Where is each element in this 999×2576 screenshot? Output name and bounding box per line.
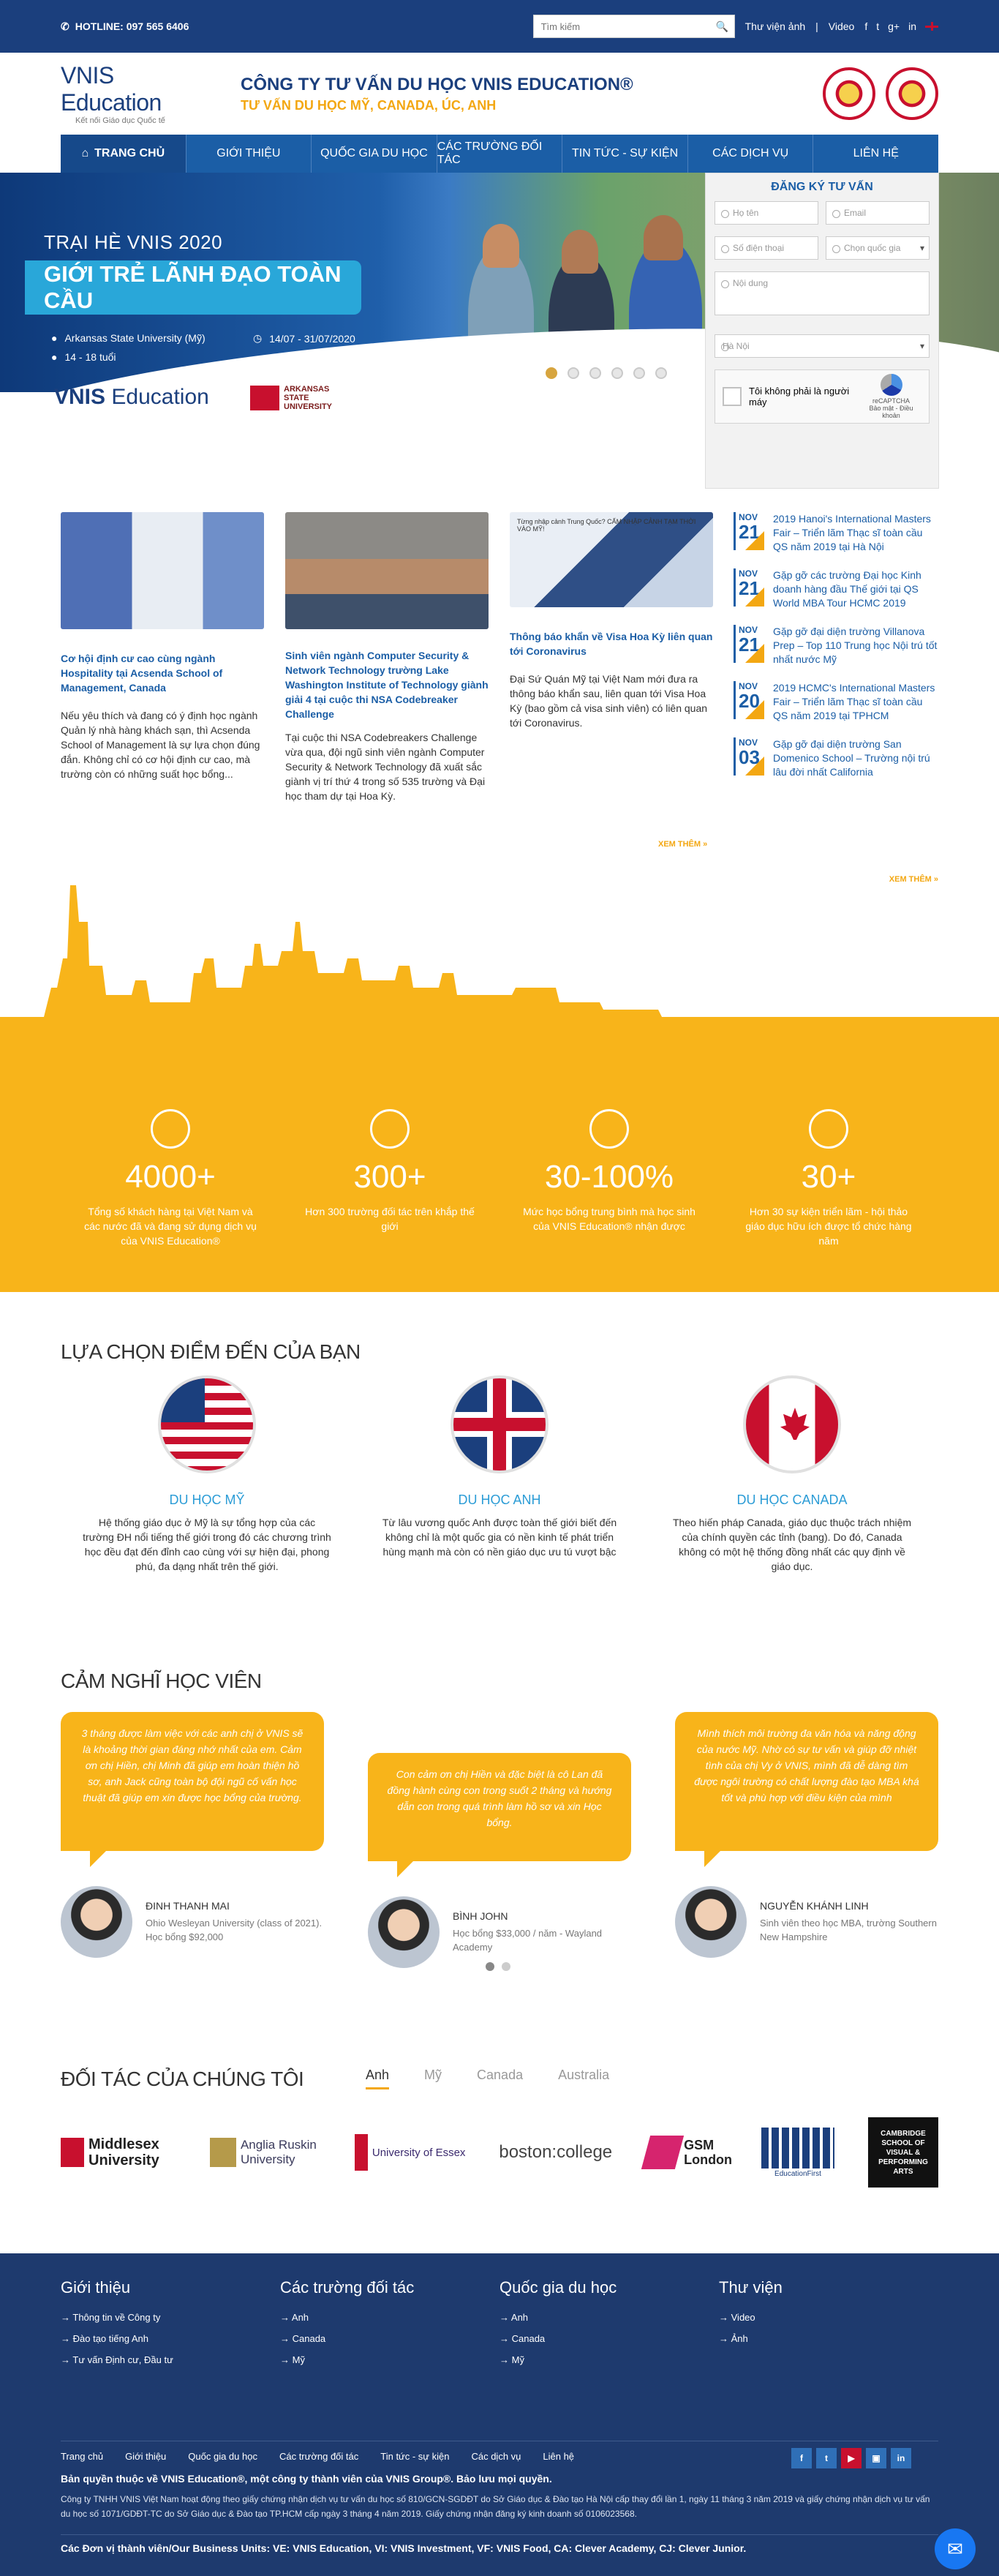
destination-name[interactable]: DU HỌC ANH [458, 1492, 541, 1507]
destinations-title: LỰA CHỌN ĐIỂM ĐẾN CỦA BẠN [61, 1340, 361, 1363]
news-desc: Nếu yêu thích và đang có ý định học ngành Quản lý nhà hàng khách sạn, thì Acsenda School of Management là sự lựa chọn đúng đắn. Không chỉ có cơ hội định cư cao, mà trường còn có những suất học bổng... [61, 710, 260, 780]
avatar [675, 1886, 747, 1958]
footer-nav-link[interactable]: Giới thiệu [125, 2451, 167, 2462]
country-select[interactable]: Chọn quốc gia ▾ [826, 236, 930, 260]
destination-canada[interactable] [646, 1375, 938, 1574]
footer-link[interactable]: → Mỹ [499, 2354, 719, 2365]
event-day: 21 [739, 521, 760, 543]
event-month: NOV [739, 681, 758, 691]
partner-logo[interactable] [761, 2128, 834, 2178]
testimonial-name: NGUYỄN KHÁNH LINH [760, 1900, 869, 1912]
event-month: NOV [739, 512, 758, 522]
location-icon: ● [51, 332, 58, 344]
nav-contact[interactable]: LIÊN HỆ [853, 147, 899, 159]
news-card[interactable] [510, 512, 713, 730]
news-image-caption: Từng nhập cảnh Trung Quốc? CẤM NHẬP CẢNH TẠM THỜI VÀO MỸ! [517, 518, 696, 533]
twitter-icon[interactable]: t [816, 2448, 837, 2468]
slider-dots [546, 367, 667, 379]
partners-title: ĐỐI TÁC CỦA CHÚNG TÔI [61, 2068, 304, 2090]
partner-tabs [366, 2068, 609, 2089]
astate-text: ARKANSAS STATE UNIVERSITY [284, 385, 333, 411]
partner-logo[interactable]: boston:college [499, 2142, 613, 2162]
footer-col-title: Quốc gia du học [499, 2278, 617, 2297]
arkansas-state-logo [250, 385, 350, 411]
stat-item [280, 1109, 499, 1248]
event-day: 21 [739, 634, 760, 656]
twitter-icon[interactable]: t [876, 20, 880, 32]
stat-text: Tổng số khách hàng tại Việt Nam và các nước đã và đang sử dụng dịch vụ của VNIS Education® [84, 1206, 257, 1247]
footer-nav-link[interactable]: Liên hệ [543, 2451, 575, 2462]
destination-usa[interactable] [61, 1375, 353, 1574]
footer-col-schools [280, 2278, 499, 2376]
logo-main: VNIS [61, 62, 114, 89]
events-more-link[interactable]: XEM THÊM » [889, 875, 938, 884]
news-desc: Đại Sứ Quán Mỹ tại Việt Nam mới đưa ra thông báo khẩn sau, liên quan tới Visa Hoa Kỳ (bao gồm cả visa sinh viên) có liên quan tới Coronavirus. [510, 673, 708, 729]
nav-label: TRANG CHỦ [94, 147, 165, 159]
event-title[interactable]: 2019 Hanoi's International Masters Fair – Triển lãm Thạc sĩ toàn cầu QS năm 2019 tại Hà Nội [773, 513, 931, 552]
ef-icon [761, 2128, 834, 2168]
partner-logo[interactable] [646, 2136, 733, 2169]
partner-logo-text: Middlesex University [88, 2136, 159, 2168]
growth-chart-icon [370, 1109, 410, 1149]
certification-seal-icon [823, 67, 875, 120]
name-field[interactable]: Họ tên [715, 201, 818, 225]
testimonial-quote: Con cảm ơn chị Hiền và đặc biệt là cô Lan đã đồng hành cùng con trong suốt 2 tháng và hướng dẫn con trong quá trình làm hồ sơ và xin Học bổng. [368, 1753, 631, 1861]
city-select[interactable]: Hà Nội ▾ [715, 334, 930, 358]
location-text: Arkansas State University (Mỹ) [64, 332, 206, 344]
uk-flag-icon[interactable] [451, 1375, 548, 1473]
news-section [61, 512, 938, 893]
tab-uk[interactable]: Anh [366, 2068, 389, 2089]
news-image[interactable] [510, 512, 713, 607]
tab-canada[interactable]: Canada [477, 2068, 524, 2082]
footer-nav-link[interactable]: Tin tức - sự kiện [380, 2451, 450, 2462]
footer-link[interactable]: → Tư vấn Định cư, Đầu tư [61, 2354, 280, 2365]
nav-partner-schools[interactable]: CÁC TRƯỜNG ĐỐI TÁC [437, 135, 563, 173]
event-date [734, 512, 764, 550]
site-logo[interactable] [61, 62, 219, 125]
testimonial-quote: 3 tháng được làm việc với các anh chị ở VNIS sẽ là khoảng thời gian đáng nhớ nhất của em. Cảm ơn chị Hiền, chị Minh đã giúp em hoàn thiện hồ sơ, anh Jack cũng toàn bộ đội ngũ cố vấn học thuật đã giúp em xin được học bổng của trường. [61, 1712, 324, 1851]
testimonial-desc: Học bổng $33,000 / năm - Wayland Academy [453, 1928, 603, 1953]
event-month: NOV [739, 568, 758, 579]
usa-flag-icon[interactable] [158, 1375, 256, 1473]
partner-logo-text: University of Essex [372, 2146, 466, 2159]
home-icon: ⌂ [81, 147, 89, 159]
stat-item [719, 1109, 938, 1248]
hero-title: TRẠI HÈ VNIS 2020 [44, 231, 223, 253]
search-icon[interactable]: 🔍 [715, 20, 729, 32]
award-seal-icon [886, 67, 938, 120]
footer-link[interactable]: → Anh [280, 2312, 499, 2323]
recaptcha-checkbox[interactable] [723, 387, 742, 406]
partner-logo[interactable] [868, 2117, 938, 2188]
tab-australia[interactable]: Australia [558, 2068, 610, 2082]
diamond-icon [809, 1109, 848, 1149]
event-month: NOV [739, 737, 758, 748]
slider-dot[interactable] [655, 367, 667, 379]
user-icon: ● [51, 351, 58, 363]
stat-number: 30-100% [544, 1159, 674, 1195]
company-tagline: TƯ VẤN DU HỌC MỸ, CANADA, ÚC, ANH [241, 97, 497, 113]
footer-social [791, 2448, 911, 2468]
news-image[interactable] [285, 512, 489, 629]
facebook-icon[interactable]: f [864, 20, 868, 32]
recaptcha-logo [861, 374, 921, 419]
google-plus-icon[interactable]: g+ [888, 20, 900, 32]
footer-link[interactable]: → Đào tạo tiếng Anh [61, 2333, 280, 2344]
footer-link[interactable]: → Canada [280, 2333, 499, 2344]
phone-icon: ✆ [61, 20, 69, 32]
city-skyline-illustration [0, 878, 999, 1039]
stat-number: 300+ [353, 1159, 426, 1195]
hero-vnis-logo [54, 385, 209, 410]
hero-age [51, 351, 116, 363]
hero-headline: GIỚI TRẺ LÃNH ĐẠO TOÀN CẦU [25, 260, 361, 315]
divider: | [815, 20, 818, 32]
stat-text: Mức học bổng trung bình mà học sinh của VNIS Education® nhận được [523, 1206, 695, 1232]
news-image[interactable] [61, 512, 264, 629]
testimonial-quote: Mình thích môi trường đa văn hóa và năng động của nước Mỹ. Nhờ có sự tư vấn và giúp đỡ nhiệt tình của chị Vy ở VNIS, mình đã dễ dàng tìm được ngôi trường có chất lượng đào tạo MBA khá tốt và phù hợp với điều kiện của mình [675, 1712, 938, 1851]
event-day: 03 [739, 746, 760, 768]
hero-date [253, 332, 355, 345]
nav-countries[interactable]: QUỐC GIA DU HỌC [312, 135, 437, 173]
slider-dot[interactable] [611, 367, 623, 379]
partner-logo-text: EducationFirst [774, 2169, 821, 2178]
gsm-icon [641, 2136, 684, 2169]
destination-name[interactable]: DU HỌC MỸ [169, 1492, 245, 1507]
facebook-icon[interactable]: f [791, 2448, 812, 2468]
footer [0, 2253, 999, 2576]
youtube-icon[interactable]: ▶ [841, 2448, 862, 2468]
event-item[interactable] [734, 512, 938, 554]
register-title: ĐĂNG KÝ TƯ VẤN [771, 181, 873, 193]
event-date [734, 681, 764, 719]
slider-dot[interactable] [633, 367, 645, 379]
event-date [734, 568, 764, 607]
event-item[interactable] [734, 625, 938, 666]
education-icon[interactable]: ▣ [866, 2448, 886, 2468]
nav-home[interactable] [61, 135, 186, 173]
tab-usa[interactable]: Mỹ [424, 2068, 442, 2082]
search-box [533, 15, 735, 38]
anglia-ruskin-icon [210, 2138, 236, 2167]
stats-section [0, 1039, 999, 1292]
legal-text: Công ty TNHH VNIS Việt Nam hoạt động theo giấy chứng nhận dịch vụ tư vấn du học số 810/GCN-SGDĐT do Sở Giáo dục & Đào tạo Hà Nội cấp thay đổi lần 1, ngày 11 tháng 3 năm 2019 và giấy chứng nhận dịch vụ tư vấn du học số 1071/GDĐT-TC do Sở Giáo dục & Đào tạo TP.HCM cấp ngày 3 tháng 4 năm 2019. Giấy chứng nhận đăng ký kinh doanh số 0106023568. [61, 2494, 930, 2519]
footer-link[interactable]: → Mỹ [280, 2354, 499, 2365]
news-card[interactable] [61, 512, 264, 781]
destinations-list [61, 1375, 938, 1574]
news-title[interactable]: Cơ hội định cư cao cùng ngành Hospitality tại Acsenda School of Management, Canada [61, 653, 223, 694]
carousel-dot[interactable] [502, 1962, 510, 1971]
footer-col-library [719, 2278, 938, 2376]
testimonial [61, 1712, 324, 1968]
testimonials-list [61, 1712, 938, 1968]
top-bar [0, 0, 999, 53]
footer-col-about [61, 2278, 280, 2376]
news-title[interactable]: Sinh viên ngành Computer Security & Network Technology trường Lake Washington Institute of Technology giành giải 4 tại cuộc thi NSA Codebreaker Challenge [285, 650, 489, 720]
events-list [734, 512, 938, 884]
main-nav [0, 135, 999, 173]
linkedin-icon[interactable]: in [908, 20, 916, 32]
stat-number: 4000+ [125, 1159, 216, 1195]
testimonial-desc: Sinh viên theo học MBA, trường Southern New Hampshire [760, 1918, 937, 1942]
destination-name[interactable]: DU HỌC CANADA [736, 1492, 848, 1507]
news-more-link[interactable]: XEM THÊM » [658, 840, 708, 849]
hero-location [51, 332, 206, 344]
footer-link[interactable]: → Video [719, 2312, 938, 2323]
stat-number: 30+ [801, 1159, 856, 1195]
testimonial-name: ĐINH THANH MAI [146, 1900, 230, 1912]
slider-dot[interactable] [589, 367, 601, 379]
footer-nav-link[interactable]: Các dịch vụ [471, 2451, 521, 2462]
event-month: NOV [739, 625, 758, 635]
search-input[interactable] [534, 15, 711, 37]
recaptcha-icon [881, 374, 902, 396]
event-title[interactable]: Gặp gỡ đại diện trường San Domenico School – Trường nội trú lâu đời nhất California [773, 738, 930, 778]
destination-desc: Theo hiến pháp Canada, giáo dục thuộc trách nhiệm của chính quyền các tỉnh (bang). Do đó, Canada không có một hệ thống đồng nhất các quy định về giáo dục. [672, 1517, 912, 1572]
event-item[interactable] [734, 681, 938, 723]
event-date [734, 625, 764, 663]
footer-col-title: Thư viện [719, 2278, 783, 2297]
content-field[interactable]: Nội dung [715, 271, 930, 315]
nav-news-events[interactable]: TIN TỨC - SỰ KIỆN [562, 135, 688, 173]
company-name: CÔNG TY TƯ VẤN DU HỌC VNIS EDUCATION® [241, 74, 633, 94]
photo-library-link[interactable]: Thư viện ảnh [744, 20, 806, 32]
date-text: 14/07 - 31/07/2020 [269, 332, 355, 345]
partner-logo[interactable] [210, 2138, 321, 2167]
news-card[interactable] [285, 512, 489, 803]
testimonial-name: BÌNH JOHN [453, 1910, 508, 1922]
astate-icon [250, 386, 279, 410]
testimonials-title: CẢM NGHĨ HỌC VIÊN [61, 1670, 262, 1692]
canada-flag-icon[interactable] [743, 1375, 841, 1473]
footer-link[interactable]: → Thông tin về Công ty [61, 2312, 280, 2323]
phone-field[interactable]: Số điện thoại [715, 236, 818, 260]
messenger-chat-icon[interactable]: ✉ [935, 2528, 976, 2569]
nav-about[interactable]: GIỚI THIỆU [186, 135, 312, 173]
hero-logo-main: VNIS [54, 385, 106, 409]
event-day: 20 [739, 690, 760, 712]
slider-dot[interactable] [568, 367, 579, 379]
stat-text: Hơn 300 trường đối tác trên khắp thế giới [305, 1206, 475, 1232]
linkedin-icon[interactable]: in [891, 2448, 911, 2468]
age-text: 14 - 18 tuổi [64, 351, 116, 363]
destination-desc: Hệ thống giáo dục ở Mỹ là sự tổng hợp của các trường ĐH nổi tiếng thế giới trong đó các chương trình học đều đạt đến đỉnh cao cùng với sự hiện đại, phong phú, đa dạng nhất trên thế giới. [83, 1517, 331, 1572]
essex-icon [355, 2134, 368, 2171]
testimonial-desc: Ohio Wesleyan University (class of 2021). Học bổng $92,000 [146, 1918, 323, 1942]
destination-desc: Từ lâu vương quốc Anh được toàn thế giới biết đến không chỉ là một quốc gia có nền kinh tế phát triển hùng mạnh mà còn có nền giáo dục ưu tú vượt bậc [382, 1517, 617, 1558]
stat-text: Hơn 30 sự kiện triển lãm - hội thảo giáo dục hữu ích được tổ chức hàng năm [745, 1206, 912, 1247]
email-field[interactable]: Email [826, 201, 930, 225]
hero-logo-word: Education [111, 385, 209, 409]
middlesex-icon [61, 2138, 84, 2167]
footer-col-countries [499, 2278, 719, 2376]
copyright: Bản quyền thuộc về VNIS Education®, một công ty thành viên của VNIS Group®. Bảo lưu mọi quyền. [61, 2473, 552, 2485]
news-desc: Tại cuộc thi NSA Codebreakers Challenge vừa qua, đội ngũ sinh viên ngành Computer Security & Network Technology đã xuất sắc giành vị trí thứ 4 trong số 535 trường và Đại học tham dự tại Hoa Kỳ. [285, 732, 486, 802]
slider-dot[interactable] [546, 367, 557, 379]
footer-nav-link[interactable]: Quốc gia du học [188, 2451, 257, 2462]
hotline-text: HOTLINE: 097 565 6406 [75, 20, 189, 32]
partner-logo-text: GSM London [684, 2138, 733, 2167]
footer-nav [61, 2451, 574, 2462]
partner-logo-text: CAMBRIDGE SCHOOL OF VISUAL & PERFORMING ARTS [878, 2129, 928, 2176]
footer-nav-link[interactable]: Các trường đối tác [279, 2451, 359, 2462]
video-link[interactable]: Video [828, 20, 855, 32]
users-icon [151, 1109, 190, 1149]
event-item[interactable] [734, 737, 938, 779]
recaptcha-brand: reCAPTCHA [872, 397, 911, 405]
clock-icon: ◷ [253, 332, 263, 344]
footer-nav-link[interactable]: Trang chủ [61, 2451, 104, 2462]
event-day: 21 [739, 577, 760, 599]
recaptcha-label: Tôi không phải là người máy [749, 386, 850, 408]
event-title[interactable]: Gặp gỡ đại diện trường Villanova Prep – Top 110 Trung học Nội trú tốt nhất nước Mỹ [773, 626, 938, 665]
stat-item [61, 1109, 280, 1248]
stat-item [499, 1109, 719, 1248]
avatar [61, 1886, 132, 1958]
footer-link[interactable]: → Anh [499, 2312, 719, 2323]
testimonial-dots [486, 1962, 510, 1971]
partner-logos [61, 2116, 938, 2189]
avatar [368, 1896, 440, 1968]
event-title[interactable]: 2019 HCMC's International Masters Fair – Triển lãm Thạc sĩ toàn cầu QS năm 2019 tại TPHCM [773, 682, 935, 721]
recaptcha-terms[interactable]: Bảo mật - Điều khoản [869, 405, 913, 419]
logo-word: Education [61, 89, 162, 116]
testimonial [675, 1712, 938, 1968]
carousel-dot[interactable] [486, 1962, 494, 1971]
event-title[interactable]: Gặp gỡ các trường Đại học Kinh doanh hàng đầu Thế giới tại QS World MBA Tour HCMC 2019 [773, 569, 921, 609]
footer-link[interactable]: → Ảnh [719, 2333, 938, 2344]
testimonial [368, 1712, 631, 1968]
event-date [734, 737, 764, 776]
partner-logo[interactable] [61, 2136, 176, 2168]
footer-col-title: Giới thiệu [61, 2278, 131, 2297]
footer-link[interactable]: → Canada [499, 2333, 719, 2344]
partner-logo[interactable] [355, 2134, 466, 2171]
register-form [705, 173, 939, 489]
destination-uk[interactable] [353, 1375, 646, 1574]
footer-col-title: Các trường đối tác [280, 2278, 415, 2297]
uk-flag-icon[interactable] [925, 22, 938, 31]
dollar-icon [589, 1109, 629, 1149]
partner-logo-text: Anglia Ruskin University [240, 2138, 317, 2166]
logo-subtitle: Kết nối Giáo dục Quốc tế [75, 116, 165, 125]
nav-services[interactable]: CÁC DỊCH VỤ [688, 135, 814, 173]
event-item[interactable] [734, 568, 938, 610]
recaptcha [715, 369, 930, 424]
business-units: Các Đơn vị thành viên/Our Business Units: VE: VNIS Education, VI: VNIS Investment, VF: VNIS Food, CA: Clever Academy, CJ: Clever Junior. [61, 2534, 938, 2554]
news-title[interactable]: Thông báo khẩn về Visa Hoa Kỳ liên quan tới Coronavirus [510, 631, 713, 657]
hotline[interactable] [61, 20, 189, 33]
header [0, 53, 999, 135]
